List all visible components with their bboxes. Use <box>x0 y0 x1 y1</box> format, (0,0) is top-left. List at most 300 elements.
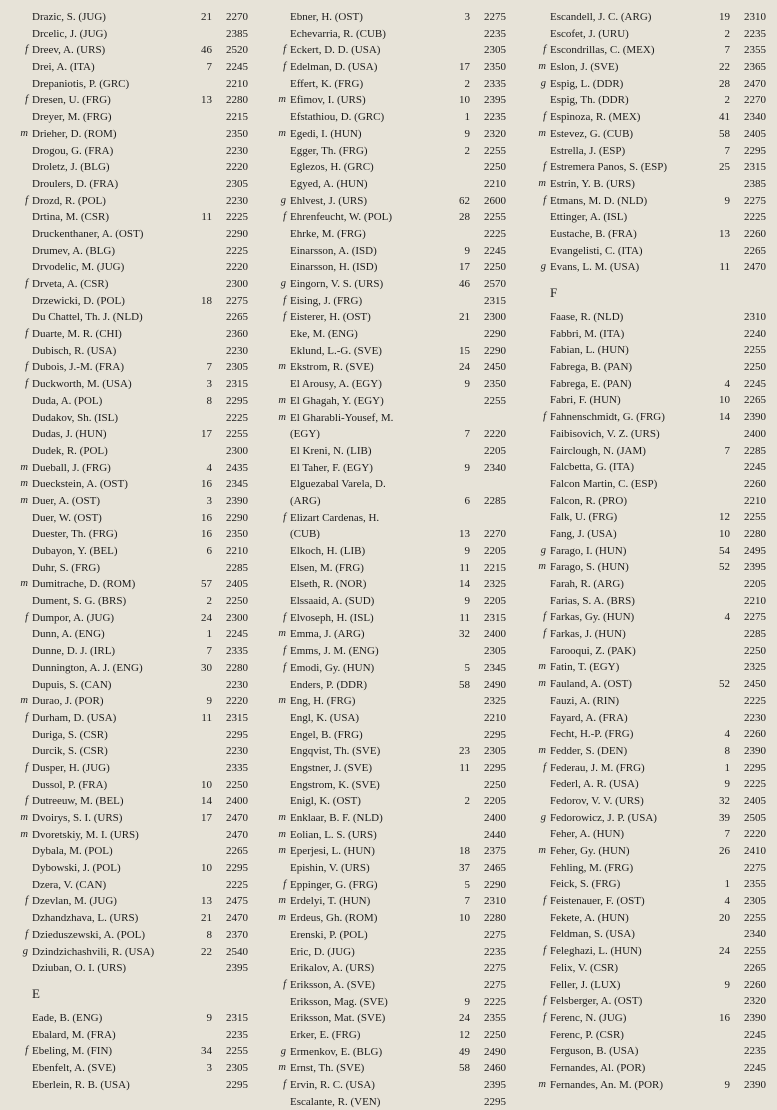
games-count <box>448 393 470 410</box>
games-count: 28 <box>719 77 730 90</box>
games-count <box>190 309 212 326</box>
player-entry <box>262 660 508 677</box>
title-mark <box>4 877 32 894</box>
player-name: Farias, S. A. (BRS) <box>550 594 635 607</box>
title-mark <box>262 326 290 343</box>
player-name: Droulers, D. (FRA) <box>32 177 119 190</box>
games-count: 7 <box>724 144 730 157</box>
player-entry <box>4 1010 250 1027</box>
title-mark <box>262 476 290 493</box>
games-count <box>708 860 730 877</box>
title-mark <box>4 543 32 560</box>
title-mark: g <box>540 77 546 89</box>
title-mark: f <box>283 611 286 623</box>
elo-rating: 2295 <box>744 761 766 774</box>
title-mark <box>262 109 290 126</box>
player-entry <box>522 226 768 243</box>
player-name: Dubois, J.-M. (FRA) <box>32 361 124 374</box>
player-entry <box>262 743 508 760</box>
games-count: 14 <box>201 795 212 808</box>
elo-rating: 2450 <box>744 678 766 691</box>
title-mark: f <box>283 661 286 673</box>
player-name: Emodi, Gy. (HUN) <box>290 661 375 674</box>
player-entry <box>4 910 250 927</box>
games-count: 2 <box>206 595 212 608</box>
games-count <box>190 276 212 293</box>
player-name: Engqvist, Th. (SVE) <box>290 745 381 758</box>
games-count: 4 <box>724 895 730 908</box>
elo-rating: 2275 <box>226 294 248 307</box>
player-name: Eriksson, Mag. (SVE) <box>290 995 388 1008</box>
elo-rating: 2235 <box>484 945 506 958</box>
games-count <box>190 877 212 894</box>
elo-rating: 2275 <box>744 861 766 874</box>
player-entry <box>4 259 250 276</box>
games-count: 10 <box>719 394 730 407</box>
title-mark <box>4 443 32 460</box>
elo-rating: 2255 <box>484 211 506 224</box>
games-count: 34 <box>201 1045 212 1058</box>
title-mark <box>522 693 550 710</box>
title-mark: g <box>280 278 286 289</box>
games-count <box>448 510 470 527</box>
title-mark <box>262 860 290 877</box>
elo-rating: 2350 <box>484 61 506 74</box>
player-entry <box>262 593 508 610</box>
player-name: El Kreni, N. (LIB) <box>290 444 372 457</box>
games-count: 24 <box>459 361 470 374</box>
title-mark: f <box>25 328 28 340</box>
player-entry <box>4 326 250 343</box>
player-name: Fatin, T. (EGY) <box>550 661 620 674</box>
player-name: Feistenauer, F. (OST) <box>550 895 645 908</box>
elo-rating <box>470 476 508 493</box>
games-count <box>448 810 470 827</box>
elo-rating: 2205 <box>484 795 506 808</box>
elo-rating: 2310 <box>744 311 766 323</box>
games-count <box>190 126 212 143</box>
player-entry <box>4 426 250 443</box>
title-mark <box>262 143 290 160</box>
games-count <box>708 459 730 476</box>
player-entry <box>4 576 250 593</box>
games-count <box>448 26 470 43</box>
elo-rating: 2600 <box>484 194 506 207</box>
games-count <box>190 76 212 93</box>
elo-rating: 2235 <box>744 1045 766 1058</box>
elo-rating: 2265 <box>744 394 766 407</box>
title-mark: m <box>278 812 286 823</box>
player-name: Dumpor, A. (JUG) <box>32 611 115 624</box>
games-count <box>190 560 212 577</box>
title-mark <box>262 727 290 744</box>
games-count: 15 <box>459 344 470 357</box>
title-mark <box>4 643 32 660</box>
games-count: 11 <box>459 611 470 624</box>
games-count: 16 <box>719 1011 730 1024</box>
elo-rating: 2230 <box>226 194 248 207</box>
player-entry <box>522 509 768 526</box>
games-count: 22 <box>201 945 212 958</box>
player-name: Falcon Martin, C. (ESP) <box>550 477 658 490</box>
games-count <box>708 926 730 943</box>
elo-rating: 2225 <box>484 995 506 1008</box>
player-name: Eglezos, H. (GRC) <box>290 161 374 174</box>
games-count <box>708 493 730 510</box>
player-entry <box>522 960 768 977</box>
title-mark <box>262 793 290 810</box>
player-name: Feller, J. (LUX) <box>550 978 621 991</box>
player-name: Dzhandzhava, L. (URS) <box>32 912 139 925</box>
player-name: Estrella, J. (ESP) <box>550 144 626 157</box>
player-name: Farago, S. (HUN) <box>550 561 629 574</box>
title-mark <box>4 243 32 260</box>
title-mark <box>522 143 550 160</box>
player-entry <box>4 376 250 393</box>
player-entry <box>522 659 768 676</box>
elo-rating: 2400 <box>744 427 766 440</box>
player-name: Egedi, I. (HUN) <box>290 127 362 140</box>
games-count <box>448 1077 470 1094</box>
elo-rating: 2315 <box>226 378 248 391</box>
player-entry <box>522 359 768 376</box>
elo-rating: 2305 <box>226 361 248 374</box>
player-name: Farah, R. (ARG) <box>550 578 624 590</box>
games-count <box>190 143 212 160</box>
games-count <box>448 443 470 460</box>
elo-rating: 2235 <box>484 27 506 40</box>
player-name: Drogou, G. (FRA) <box>32 144 114 157</box>
player-name: Ferenc, N. (JUG) <box>550 1011 627 1024</box>
elo-rating: 2300 <box>226 444 248 457</box>
elo-rating: 2210 <box>484 177 506 190</box>
games-count: 2 <box>464 144 470 157</box>
elo-rating: 2405 <box>226 578 248 591</box>
player-entry <box>522 643 768 660</box>
player-name: Erker, E. (FRG) <box>290 1028 361 1041</box>
player-entry <box>262 126 508 143</box>
elo-rating: 2460 <box>484 1062 506 1075</box>
title-mark <box>4 1027 32 1044</box>
player-name: Dubayon, Y. (BEL) <box>32 545 118 557</box>
elo-rating: 2250 <box>744 644 766 657</box>
elo-rating: 2325 <box>744 661 766 674</box>
elo-rating: 2275 <box>484 11 506 23</box>
games-count: 6 <box>206 545 212 557</box>
player-entry <box>4 660 250 677</box>
title-mark <box>4 743 32 760</box>
title-mark <box>522 359 550 376</box>
elo-rating: 2220 <box>744 828 766 841</box>
player-entry <box>4 143 250 160</box>
title-mark: m <box>538 127 546 139</box>
player-name: Elizart Cardenas, H. <box>290 511 380 524</box>
player-entry <box>522 1077 768 1094</box>
title-mark <box>4 777 32 794</box>
elo-rating: 2400 <box>226 795 248 808</box>
elo-rating: 2395 <box>744 561 766 574</box>
player-name: Engl, K. (USA) <box>290 711 360 724</box>
title-mark <box>522 493 550 510</box>
title-mark: f <box>543 1011 546 1023</box>
games-count: 58 <box>459 678 470 691</box>
player-entry <box>522 810 768 827</box>
player-entry <box>4 677 250 694</box>
elo-rating: 2295 <box>226 728 248 741</box>
title-mark <box>4 343 32 360</box>
player-name: Enigl, K. (OST) <box>290 795 361 808</box>
player-name: Fauzi, A. (RIN) <box>550 694 620 707</box>
player-entry <box>522 159 768 176</box>
player-name: Etmans, M. D. (NLD) <box>550 194 648 207</box>
elo-rating: 2315 <box>484 294 506 307</box>
title-mark <box>522 459 550 476</box>
title-mark: f <box>25 94 28 106</box>
player-name: Elseth, R. (NOR) <box>290 578 367 591</box>
player-name: Drazic, S. (JUG) <box>32 11 106 23</box>
player-entry <box>4 359 250 376</box>
title-mark <box>522 509 550 526</box>
player-entry <box>522 760 768 777</box>
title-mark <box>4 860 32 877</box>
games-count: 17 <box>201 428 212 441</box>
title-mark <box>522 960 550 977</box>
section-header: F <box>550 285 558 300</box>
title-mark: f <box>543 161 546 173</box>
title-mark <box>522 443 550 460</box>
title-mark <box>522 376 550 393</box>
player-name: Einarsson, A. (ISD) <box>290 244 377 257</box>
player-entry <box>522 593 768 610</box>
player-entry <box>262 243 508 260</box>
games-count: 9 <box>464 545 470 557</box>
title-mark <box>522 826 550 843</box>
games-count: 5 <box>464 878 470 891</box>
games-count <box>448 410 470 427</box>
title-mark <box>522 309 550 326</box>
elo-rating: 2390 <box>744 744 766 757</box>
player-name: Du Chattel, Th. J. (NLD) <box>32 311 143 324</box>
elo-rating: 2210 <box>226 77 248 90</box>
player-entry <box>262 1094 508 1110</box>
player-name: Estevez, G. (CUB) <box>550 127 634 140</box>
player-entry <box>262 109 508 126</box>
column-1 <box>4 9 250 1093</box>
player-name: El Arousy, A. (EGY) <box>290 378 382 391</box>
player-name: Duer, A. (OST) <box>32 494 100 507</box>
games-count <box>708 309 730 326</box>
title-mark: m <box>20 461 28 473</box>
title-mark: f <box>543 895 546 907</box>
elo-rating: 2285 <box>744 444 766 457</box>
title-mark <box>262 343 290 360</box>
player-name: Ehrke, M. (FRG) <box>290 227 366 240</box>
games-count: 4 <box>724 611 730 624</box>
title-mark <box>4 843 32 860</box>
player-entry <box>262 276 508 293</box>
games-count: 21 <box>201 912 212 925</box>
player-entry <box>4 944 250 961</box>
player-name: Faibisovich, V. Z. (URS) <box>550 427 660 440</box>
player-entry <box>4 26 250 43</box>
player-name: Ervin, R. C. (USA) <box>290 1079 375 1091</box>
elo-rating: 2340 <box>744 928 766 941</box>
player-entry <box>522 426 768 443</box>
games-count: 11 <box>459 761 470 774</box>
player-name: Falk, U. (FRG) <box>550 511 618 524</box>
elo-rating: 2305 <box>744 895 766 908</box>
elo-rating: 2225 <box>226 878 248 891</box>
title-mark: m <box>538 177 546 189</box>
elo-rating: 2215 <box>226 111 248 124</box>
player-entry <box>4 760 250 777</box>
games-count: 11 <box>201 711 212 724</box>
player-name: Dunn, A. (ENG) <box>32 628 105 641</box>
title-mark <box>522 426 550 443</box>
games-count: 9 <box>206 1011 212 1024</box>
player-entry <box>522 143 768 160</box>
games-count: 24 <box>719 945 730 958</box>
title-mark: m <box>278 828 286 840</box>
elo-rating: 2265 <box>226 311 248 324</box>
elo-rating: 2300 <box>226 278 248 290</box>
title-mark <box>4 26 32 43</box>
elo-rating: 2280 <box>484 912 506 925</box>
player-entry <box>522 109 768 126</box>
elo-rating <box>470 510 508 527</box>
player-entry <box>262 994 508 1011</box>
player-name: Dueckstein, A. (OST) <box>32 478 128 491</box>
player-name: Effert, K. (FRG) <box>290 77 364 90</box>
elo-rating: 2280 <box>226 661 248 674</box>
games-count <box>448 476 470 493</box>
player-entry <box>4 777 250 794</box>
games-count: 13 <box>201 895 212 908</box>
title-mark <box>4 426 32 443</box>
elo-rating: 2205 <box>484 595 506 608</box>
player-name: Dueball, J. (FRG) <box>32 461 111 474</box>
elo-rating: 2235 <box>744 27 766 40</box>
title-mark <box>262 76 290 93</box>
title-mark <box>4 1060 32 1077</box>
title-mark <box>262 1094 290 1110</box>
player-name: Dreev, A. (URS) <box>32 44 106 57</box>
title-mark <box>4 309 32 326</box>
title-mark <box>4 109 32 126</box>
games-count: 9 <box>206 695 212 708</box>
games-count: 1 <box>206 628 212 641</box>
player-entry <box>262 810 508 827</box>
player-name: Dreyer, M. (FRG) <box>32 111 112 124</box>
elo-rating: 2405 <box>744 127 766 140</box>
player-name: Ferguson, B. (USA) <box>550 1045 639 1058</box>
elo-rating: 2325 <box>484 578 506 591</box>
player-entry <box>522 459 768 476</box>
title-mark <box>522 726 550 743</box>
player-name: Eklund, L.-G. (SVE) <box>290 344 382 357</box>
games-count <box>448 643 470 660</box>
games-count: 19 <box>719 11 730 23</box>
player-name: Falcon, R. (PRO) <box>550 494 627 507</box>
player-entry <box>522 76 768 93</box>
player-name: Eng, H. (FRG) <box>290 695 356 708</box>
games-count: 3 <box>206 1061 212 1074</box>
elo-rating: 2340 <box>484 461 506 474</box>
elo-rating <box>470 410 508 427</box>
elo-rating: 2250 <box>744 361 766 374</box>
player-entry <box>262 960 508 977</box>
elo-rating: 2405 <box>744 794 766 807</box>
elo-rating: 2290 <box>226 511 248 524</box>
title-mark <box>262 576 290 593</box>
games-count: 13 <box>459 528 470 541</box>
games-count <box>190 26 212 43</box>
title-mark: f <box>283 978 286 990</box>
games-count: 8 <box>206 928 212 941</box>
title-mark <box>262 1010 290 1027</box>
player-entry <box>262 493 508 510</box>
games-count <box>190 727 212 744</box>
elo-rating: 2225 <box>226 211 248 224</box>
games-count <box>708 243 730 260</box>
elo-rating: 2230 <box>226 678 248 691</box>
elo-rating: 2300 <box>226 611 248 624</box>
player-entry <box>522 443 768 460</box>
title-mark <box>522 876 550 893</box>
games-count <box>708 659 730 676</box>
player-name: Epishin, V. (URS) <box>290 862 370 875</box>
elo-rating: 2290 <box>484 344 506 357</box>
elo-rating: 2220 <box>226 695 248 708</box>
games-count: 13 <box>201 94 212 107</box>
player-name: Duckworth, M. (USA) <box>32 378 132 391</box>
elo-rating: 2265 <box>744 244 766 257</box>
player-name: Fabian, L. (HUN) <box>550 344 629 357</box>
player-entry <box>4 693 250 710</box>
games-count <box>190 843 212 860</box>
player-entry <box>262 610 508 627</box>
games-count <box>448 727 470 744</box>
player-name: Dresen, U. (FRG) <box>32 94 111 107</box>
elo-rating: 2475 <box>226 895 248 908</box>
player-name: Druckenthaner, A. (OST) <box>32 227 144 240</box>
player-entry <box>522 543 768 560</box>
player-entry <box>522 776 768 793</box>
elo-rating: 2315 <box>226 711 248 724</box>
player-name: Espig, Th. (DDR) <box>550 94 629 107</box>
player-name: Dzindzichashvili, R. (USA) <box>32 945 155 958</box>
games-count: 52 <box>719 561 730 574</box>
elo-rating: 2300 <box>484 311 506 324</box>
games-count: 12 <box>719 511 730 524</box>
player-name: Ebner, H. (OST) <box>290 11 363 23</box>
elo-rating: 2255 <box>744 511 766 524</box>
elo-rating: 2260 <box>744 227 766 240</box>
player-entry <box>262 827 508 844</box>
player-entry <box>522 42 768 59</box>
elo-rating: 2570 <box>484 278 506 290</box>
games-count: 4 <box>724 728 730 741</box>
player-name: Elsen, M. (FRG) <box>290 561 364 574</box>
elo-rating: 2235 <box>484 111 506 124</box>
player-entry <box>4 526 250 543</box>
player-name: Fernandes, An. M. (POR) <box>550 1078 664 1091</box>
player-name: Dybowski, J. (POL) <box>32 862 121 875</box>
title-mark <box>522 1027 550 1044</box>
player-name: Edelman, D. (USA) <box>290 61 378 74</box>
games-count: 7 <box>464 428 470 441</box>
player-name: Dvoretskiy, M. I. (URS) <box>32 828 139 841</box>
